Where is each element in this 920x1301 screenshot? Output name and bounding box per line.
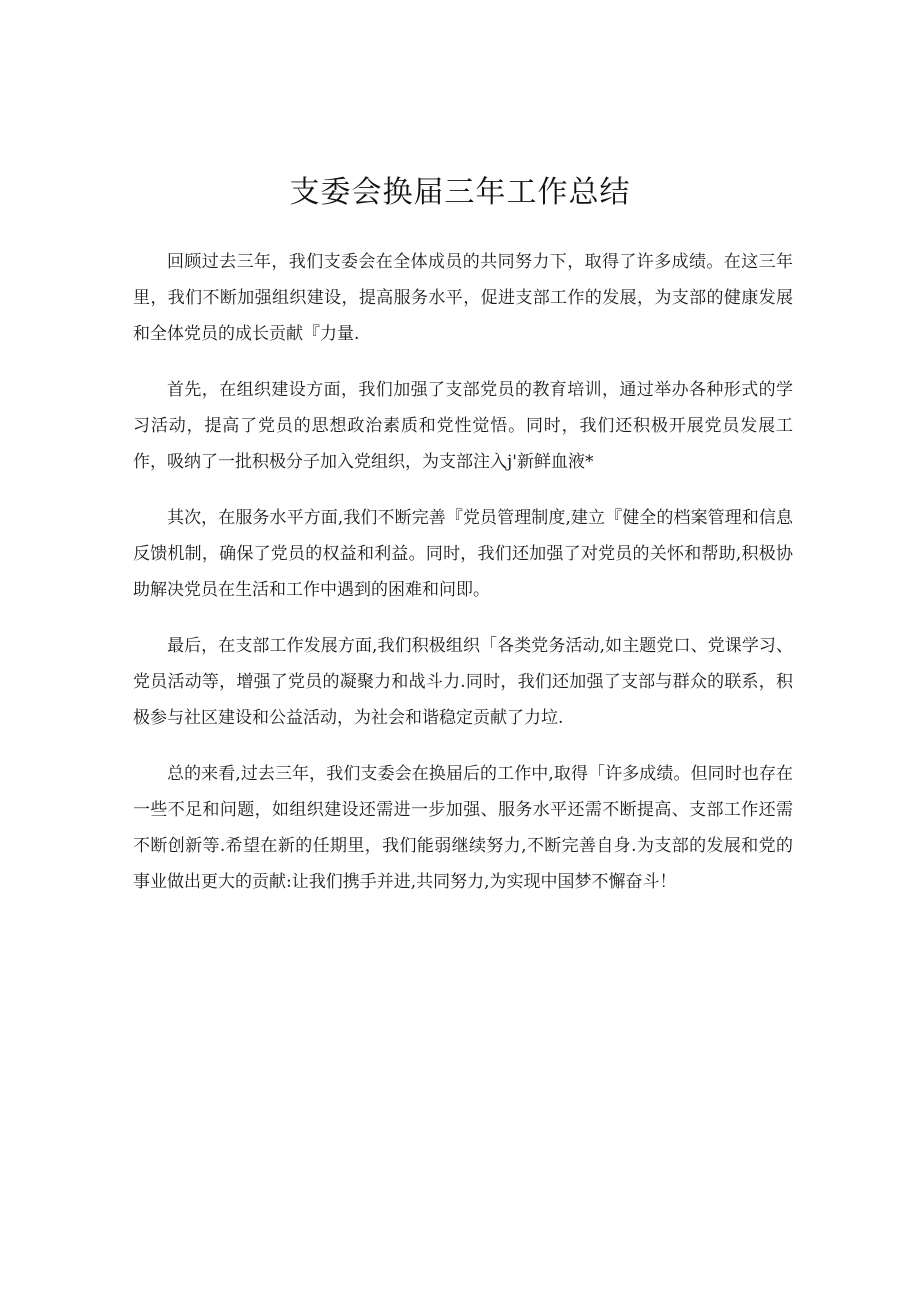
paragraph-review: 回顾过去三年，我们支委会在全体成员的共同努力下，取得了许多成绩。在这三年里，我们不断加强组织建设，提高服务水平，促进支部工作的发展，为支部的健康发展和全体党员的成长贡献『力量. xyxy=(133,252,793,344)
paragraph-development: 最后，在支部工作发展方面,我们积极组织「各类党务活动,如主题党口、党课学习、党员活动等，增强了党员的凝聚力和战斗力.同时，我们还加强了支部与群众的联系，积极参与社区建设和公益活动，为社会和谐稳定贡献了力垃. xyxy=(133,636,793,728)
paragraph-service: 其次，在服务水平方面,我们不断完善『党员管理制度,建立『健全的档案管理和信息反馈机制，确保了党员的权益和利益。同时，我们还加强了对党员的关怀和帮助,积极协助解决党员在生活和工作中遇到的困难和问即。 xyxy=(133,508,793,600)
document-body xyxy=(133,244,793,920)
paragraph-organization: 首先，在组织建设方面，我们加强了支部党员的教育培训，通过举办各种形式的学习活动，提高了党员的思想政治素质和党性觉悟。同时，我们还积极开展党员发展工作，吸纳了一批积极分子加入党组织，为支部注入j'新鲜血液* xyxy=(133,380,793,472)
paragraph-summary: 总的来看,过去三年，我们支委会在换届后的工作中,取得「许多成绩。但同时也存在一些不足和问题，如组织建设还需进一步加强、服务水平还需不断提高、支部工作还需不断创新等.希望在新的任期里，我们能弱继续努力,不断完善自身.为支部的发展和党的事业做出更大的贡献:让我们携手并进,共同努力,为实现中国梦不懈奋斗！ xyxy=(133,764,793,892)
document-title: 支委会换届三年工作总结 xyxy=(289,175,631,210)
